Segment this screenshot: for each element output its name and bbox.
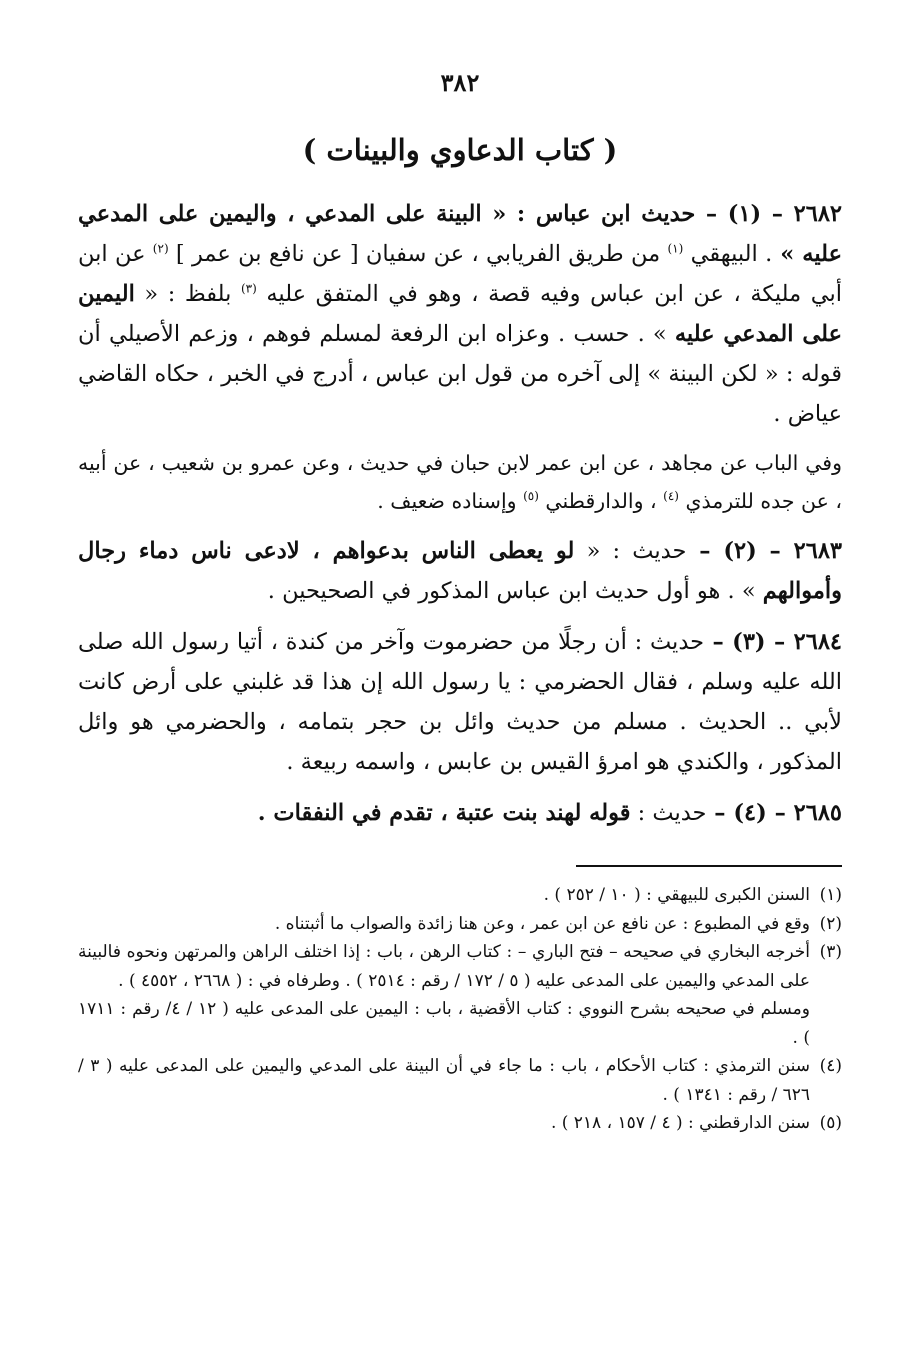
footnote-ref: (٢) <box>152 241 169 256</box>
footnote-text: سنن الدارقطني : ( ٤ / ١٥٧ ، ٢١٨ ) . <box>550 1113 810 1133</box>
hadith-quote: اليمين على المدعي عليه <box>78 281 842 347</box>
footnotes <box>78 881 842 1138</box>
hadith-entry-2685 <box>78 793 842 833</box>
footnote-item <box>78 1109 842 1138</box>
entry-lead: حديث : <box>626 629 705 655</box>
footnote-item <box>78 938 842 995</box>
entry-text: » . هو أول حديث ابن عباس المذكور في الصحيحين . <box>267 578 763 604</box>
footnote-number: (٥) <box>819 1113 842 1133</box>
entry-text: بلفظ : « <box>134 281 241 307</box>
entry-number: ٢٦٨٢ – (١) – <box>695 201 842 227</box>
footnote-ref: (٥) <box>523 488 539 503</box>
entry-lead: حديث : <box>630 800 707 826</box>
hadith-quote: البينة على المدعي ، واليمين على المدعي عليه <box>78 201 843 267</box>
book-page <box>78 66 842 1321</box>
hadith-entry-2684 <box>78 622 842 782</box>
footnote-ref: (٣) <box>240 281 257 296</box>
entry-text: عن ابن أبي مليكة ، عن ابن عباس وفيه قصة ، وهو في المتفق عليه <box>78 241 842 307</box>
entry-text: من طريق الفريابي ، عن سفيان [ عن نافع بن عمر ] <box>168 241 668 267</box>
page-number: ٣٨٢ <box>440 68 480 97</box>
footnote-number: (١) <box>819 885 842 905</box>
footnote-ref: (٤) <box>663 488 679 503</box>
entry-text: وإسناده ضعيف . <box>377 488 524 513</box>
footnote-item <box>78 1052 842 1109</box>
footnote-text: أخرجه البخاري في صحيحه – فتح الباري – : كتاب الرهن ، باب : إذا اختلف الراهن والمرتهن ونحوه فالبينة على المدعي واليمين على المدعى عليه ( ٥ / ١٧٢ / رقم : ٢٥١٤ ) . وطرفاه في : ( ٢٦٦٨ ، ٤٥٥٢ ) . <box>78 942 810 991</box>
quote-close: » <box>772 241 803 267</box>
chapter-title: ( كتاب الدعاوي والبينات ) <box>302 133 618 167</box>
footnote-number: (٢) <box>819 913 842 934</box>
footnote-text: ومسلم في صحيحه بشرح النووي : كتاب الأقضية ، باب : اليمين على المدعى عليه ( ١٢ / ٤/ رقم : ١٧١١ ) . <box>78 999 810 1048</box>
hadith-entry-2682 <box>78 194 842 434</box>
hadith-quote: لو يعطى الناس بدعواهم ، لادعى ناس دماء رجال وأموالهم <box>78 538 842 604</box>
entry-text: ، والدارقطني <box>538 488 664 513</box>
footnote-text: وقع في المطبوع : عن نافع عن ابن عمر ، وعن هنا زائدة والصواب ما أثبتناه . <box>274 913 810 934</box>
entry-text: أن رجلًا من حضرموت وآخر من كندة ، أتيا رسول الله صلى الله عليه وسلم ، فقال الحضرمي : يا رسول الله إن هذا قد غلبني على أرض كانت لأبي .. الحديث . مسلم من حديث وائل بن حجر بتمامه ، والحضرمي هو وائل المذكور ، والكندي هو امرؤ القيس بن عابس ، واسمه ربيعة . <box>78 629 842 775</box>
chapter-note-paragraph <box>78 445 842 520</box>
entry-number: ٢٦٨٥ – (٤) – <box>706 800 842 826</box>
entry-text: . البيهقي <box>683 241 773 267</box>
entry-text: وفي الباب عن مجاهد ، عن ابن عمر لابن حبان في حديث ، وعن عمرو بن شعيب ، عن أبيه ، عن جده للترمذي <box>78 451 842 513</box>
footnote-text: سنن الترمذي : كتاب الأحكام ، باب : ما جاء في أن البينة على المدعي واليمين على المدعى عليه ( ٣ / ٦٢٦ / رقم : ١٣٤١ ) . <box>78 1056 810 1105</box>
footnote-number: (٤) <box>819 1056 842 1076</box>
entry-lead: حديث : « <box>574 538 687 564</box>
footnote-text: السنن الكبرى للبيهقي : ( ١٠ / ٢٥٢ ) . <box>543 885 810 905</box>
footnote-number: (٣) <box>819 942 842 962</box>
footnote-continuation <box>78 995 842 1052</box>
footnote-ref: (١) <box>667 241 684 256</box>
entry-number: ٢٦٨٣ – (٢) – <box>686 538 843 564</box>
entry-number: ٢٦٨٤ – (٣) – <box>704 629 843 655</box>
entry-text: » . حسب . وعزاه ابن الرفعة لمسلم فوهم ، وزعم الأصيلي أن قوله : « لكن البينة » إلى آخره من قول ابن عباس ، أدرج في الخبر ، حكاه القاضي عياض . <box>78 321 842 427</box>
entry-lead: حديث ابن عباس : « <box>481 201 696 227</box>
footnote-divider <box>576 865 842 867</box>
footnote-item <box>78 881 842 910</box>
footnote-item <box>78 910 842 939</box>
entry-text: قوله لهند بنت عتبة ، تقدم في النفقات . <box>257 800 631 826</box>
hadith-entry-2683 <box>78 531 842 611</box>
